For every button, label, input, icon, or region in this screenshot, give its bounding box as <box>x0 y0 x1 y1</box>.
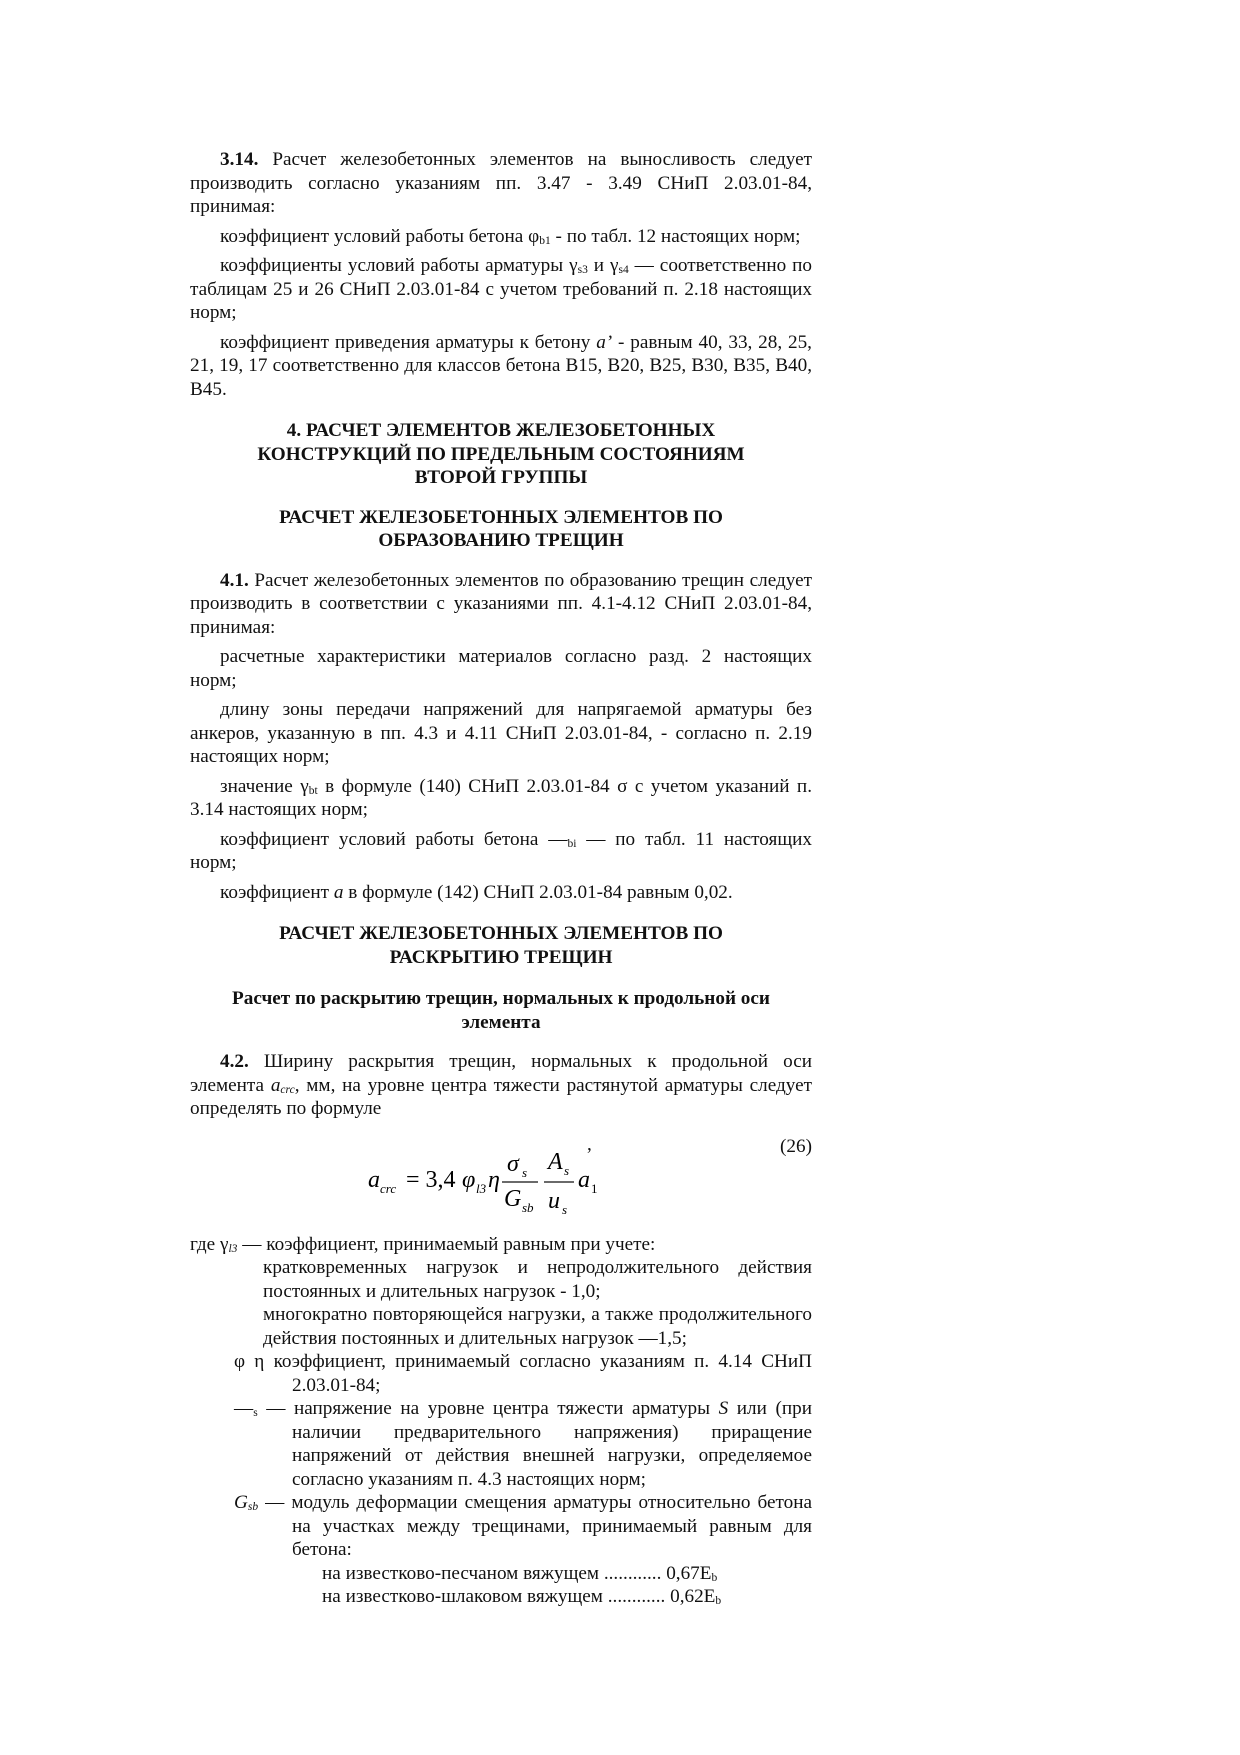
svg-text:s: s <box>564 1162 570 1178</box>
svg-text:l3: l3 <box>476 1180 487 1196</box>
svg-text:G: G <box>504 1185 522 1212</box>
list-item: коэффициент приведения арматуры к бетону a’ - равным 40, 33, 28, 25, 21, 19, 17 соответственно для классов бетона В15, В20, В25, В30, В35, В40, В45. <box>190 331 812 400</box>
section-number: 4.1. <box>220 569 249 591</box>
list-item: значение $\gamma_{bt}$ в формуле (140) СНиП 2.03.01-84 σ с учетом указаний п. 3.14 настоящих норм; <box>190 775 812 820</box>
section-heading: 4. РАСЧЕТ ЭЛЕМЕНТОВ ЖЕЛЕЗОБЕТОННЫХ КОНСТРУКЦИЙ ПО ПРЕДЕЛЬНЫМ СОСТОЯНИЯМ ВТОРОЙ ГРУППЫ <box>257 420 745 488</box>
list-item: длину зоны передачи напряжений для напрягаемой арматуры без анкеров, указанную в пп. 4.3 и 4.11 СНиП 2.03.01-84, - согласно п. 2.19 настоящих норм; <box>190 699 812 767</box>
list-item: коэффициент условий работы бетона $\varphi_{b1}$ - по табл. 12 настоящих норм; <box>220 225 801 247</box>
svg-text:1: 1 <box>591 1180 598 1196</box>
svg-text:η: η <box>488 1166 500 1193</box>
value-line: на известково-песчаном вяжущем ............ $0,67E_b$ <box>322 1562 718 1584</box>
svg-text:sb: sb <box>522 1199 534 1215</box>
svg-text:a: a <box>368 1166 380 1193</box>
svg-text:crc: crc <box>380 1180 397 1196</box>
svg-text:s: s <box>522 1164 528 1180</box>
subsection-heading: РАСЧЕТ ЖЕЛЕЗОБЕТОННЫХ ЭЛЕМЕНТОВ ПО РАСКРЫТИЮ ТРЕЩИН <box>279 923 723 968</box>
definition-item: φ η коэффициент, принимаемый согласно указаниям п. 4.14 СНиП 2.03.01-84; <box>234 1351 812 1396</box>
svg-text:a: a <box>578 1166 590 1193</box>
svg-text:s: s <box>562 1201 568 1217</box>
paragraph-4-1: 4.1. Расчет железобетонных элементов по образованию трещин следует производить в соответствии с указаниями пп. 4.1-4.12 СНиП 2.03.01-84, принимая: <box>190 569 812 638</box>
svg-text:= 3,4: = 3,4 <box>406 1166 456 1193</box>
formula-26 <box>190 1125 812 1221</box>
svg-text:u: u <box>548 1187 560 1214</box>
where-clause: где $\gamma_{l3}$ — коэффициент, принимаемый равным при учете: <box>190 1233 656 1255</box>
subheading: Расчет по раскрытию трещин, нормальных к продольной оси элемента <box>232 988 770 1033</box>
formula-graphic <box>366 1131 606 1221</box>
subsection-heading: РАСЧЕТ ЖЕЛЕЗОБЕТОННЫХ ЭЛЕМЕНТОВ ПО ОБРАЗОВАНИЮ ТРЕЩИН <box>279 506 723 551</box>
svg-text:A: A <box>548 1148 563 1175</box>
formula-comma: , <box>587 1133 592 1155</box>
list-item: коэффициенты условий работы арматуры $\gamma_{s3}$ и $\gamma_{s4}$ — соответственно по таблицам 25 и 26 СНиП 2.03.01-84 с учетом требований п. 2.18 настоящих норм; <box>190 255 813 323</box>
definition-item: $—_s$ — напряжение на уровне центра тяжести арматуры S или (при наличии предварительного напряжения) приращение напряжений от действия внешней нагрузки, определяемое согласно указаниям п. 4.3 настоящих норм; <box>234 1398 812 1490</box>
document-page <box>190 148 812 1609</box>
paragraph-4-2: 4.2. Ширину раскрытия трещин, нормальных к продольной оси элемента $a_{crc}$, мм, на уровне центра тяжести растянутой арматуры следует определять по формуле <box>190 1051 812 1119</box>
section-number: 3.14. <box>220 149 259 170</box>
list-item: кратковременных нагрузок и непродолжительного действия постоянных и длительных нагрузок - 1,0; <box>263 1257 812 1302</box>
list-item: коэффициент a в формуле (142) СНиП 2.03.01-84 равным 0,02. <box>220 881 733 903</box>
list-item: расчетные характеристики материалов согласно разд. 2 настоящих норм; <box>190 646 812 691</box>
section-number: 4.2. <box>220 1051 249 1072</box>
svg-text:φ: φ <box>462 1166 476 1193</box>
paragraph-3-14: 3.14. Расчет железобетонных элементов на выносливость следует производить согласно указаниям пп. 3.47 - 3.49 СНиП 2.03.01-84, принимая: <box>190 149 812 217</box>
svg-text:σ: σ <box>507 1150 519 1177</box>
value-line: на известково-шлаковом вяжущем ............ $0,62E_b$ <box>322 1586 722 1607</box>
definition-item: $G_{sb}$ — модуль деформации смещения арматуры относительно бетона на участках между трещинами, принимаемый равным для бетона: <box>234 1492 812 1560</box>
equation-number: (26) <box>780 1135 812 1157</box>
list-item: многократно повторяющейся нагрузки, а также продолжительного действия постоянных и длительных нагрузок —1,5; <box>263 1304 812 1349</box>
list-item: коэффициент условий работы бетона $—_{bi}$ — по табл. 11 настоящих норм; <box>190 828 812 873</box>
